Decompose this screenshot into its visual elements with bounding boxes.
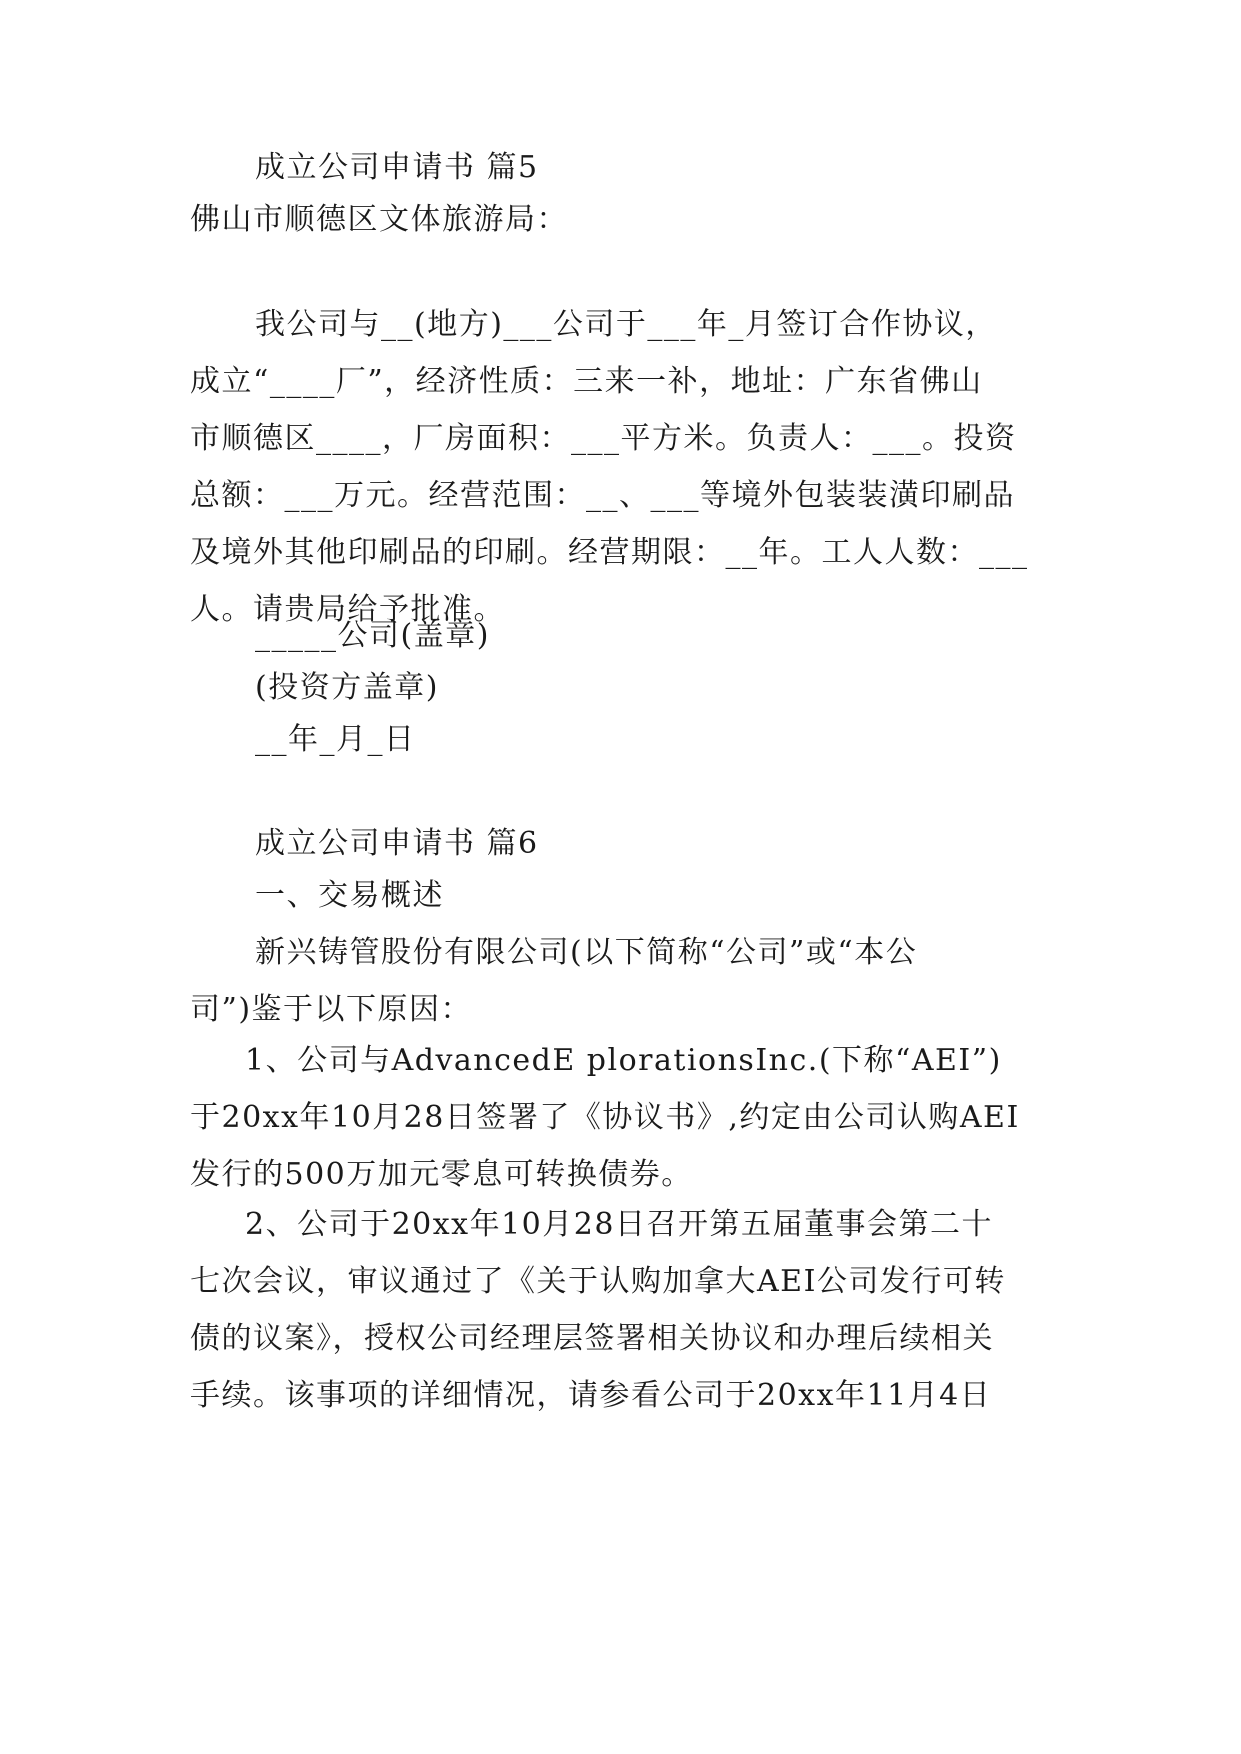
section6-item2-line-4: 手续。该事项的详细情况，请参看公司于20xx年11月4日 bbox=[190, 1378, 992, 1413]
section6-item1-line-2: 于20xx年10月28日签署了《协议书》,约定由公司认购AEI bbox=[190, 1100, 1020, 1135]
section6-intro-line-2: 司”)鉴于以下原因： bbox=[190, 992, 473, 1027]
section5-body-line-1: 我公司与__(地方)___公司于___年_月签订合作协议， bbox=[255, 307, 997, 342]
section6-item2 bbox=[190, 1196, 1050, 1424]
section6-title: 成立公司申请书 篇6 bbox=[255, 826, 539, 861]
section6-intro-line-1: 新兴铸管股份有限公司(以下简称“公司”或“本公 bbox=[255, 935, 918, 970]
section6-item2-line-1: 2、公司于20xx年10月28日召开第五届董事会第二十 bbox=[245, 1207, 993, 1242]
section6-intro bbox=[190, 924, 1050, 1038]
sign-date: __年_月_日 bbox=[255, 722, 416, 757]
section5-body-line-4: 总额：___万元。经营范围：__、___等境外包装装潢印刷品 bbox=[190, 478, 1015, 513]
section6-item1-line-1: 1、公司与AdvancedE plorationsInc.(下称“AEI”) bbox=[245, 1043, 1002, 1078]
sign-company: _____公司(盖章) bbox=[255, 618, 490, 653]
section5-body-line-5: 及境外其他印刷品的印刷。经营期限：__年。工人人数：___ bbox=[190, 535, 1029, 570]
section5-body bbox=[190, 296, 1050, 638]
sign-investor: (投资方盖章) bbox=[255, 670, 439, 705]
section6-item1-line-3: 发行的500万加元零息可转换债券。 bbox=[190, 1157, 693, 1192]
section6-item2-line-3: 债的议案》，授权公司经理层签署相关协议和办理后续相关 bbox=[190, 1321, 994, 1356]
section5-body-line-2: 成立“____厂”，经济性质：三来一补，地址：广东省佛山 bbox=[190, 364, 983, 399]
section5-body-line-3: 市顺德区____，厂房面积：___平方米。负责人：___。投资 bbox=[190, 421, 1017, 456]
section5-title: 成立公司申请书 篇5 bbox=[255, 150, 539, 185]
section5-addressee: 佛山市顺德区文体旅游局： bbox=[190, 202, 568, 237]
section6-item1 bbox=[190, 1032, 1050, 1203]
section5-body-line-6: 人。请贵局给予批准。 bbox=[190, 592, 505, 627]
section6-item2-line-2: 七次会议，审议通过了《关于认购加拿大AEI公司发行可转 bbox=[190, 1264, 1006, 1299]
section6-heading1: 一、交易概述 bbox=[255, 878, 444, 913]
